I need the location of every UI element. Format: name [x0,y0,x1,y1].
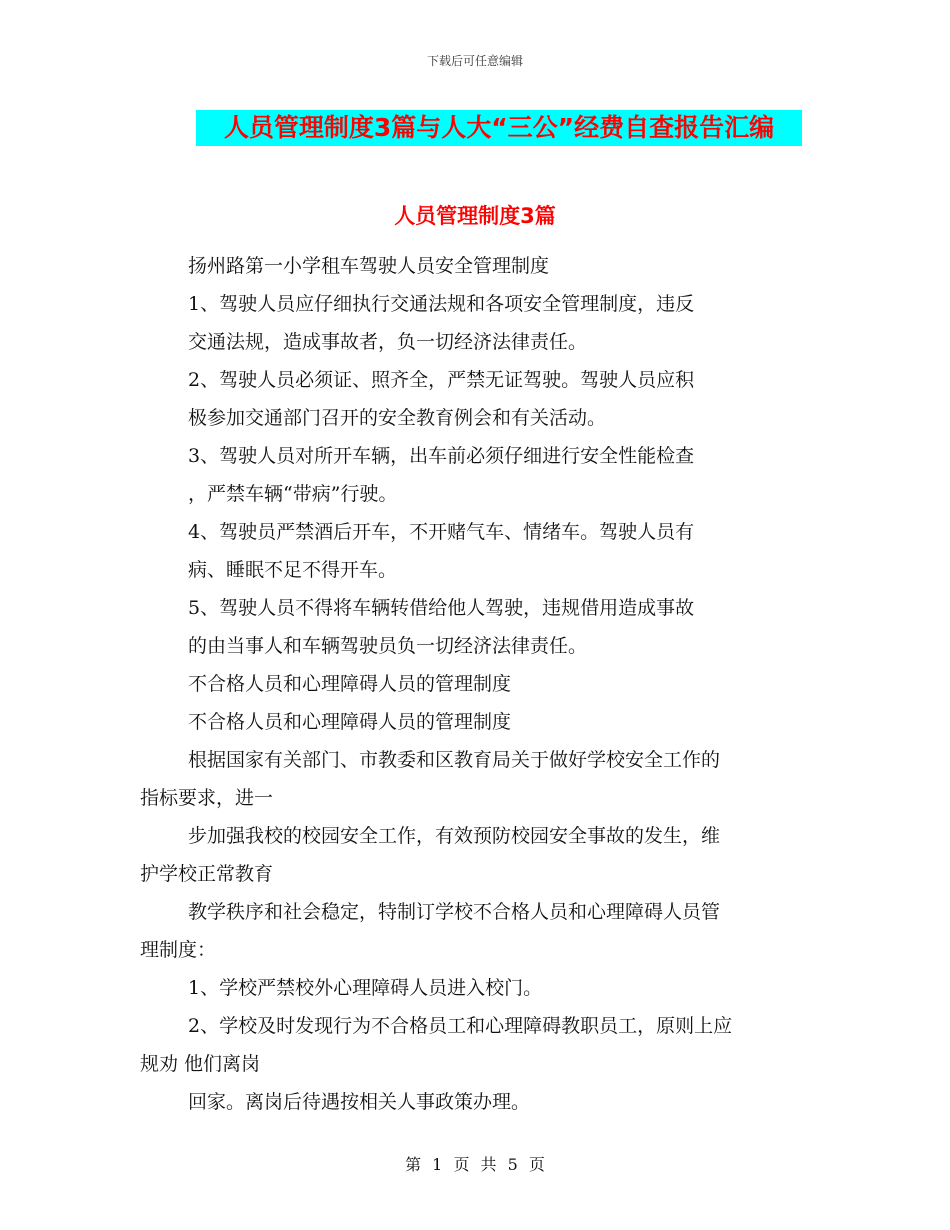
body-line: 的由当事人和车辆驾驶员负一切经济法律责任。 [188,635,588,657]
body-line: 根据国家有关部门、市教委和区教育局关于做好学校安全工作的 [188,749,721,771]
page-footer: 第 1 页 共 5 页 [405,1155,545,1174]
body-line: ，严禁车辆“带病”行驶。 [188,483,398,505]
body-line: 4、驾驶员严禁酒后开车，不开赌气车、情绪车。驾驶人员有 [188,521,695,543]
body-line: 2、驾驶人员必须证、照齐全，严禁无证驾驶。驾驶人员应积 [188,369,695,391]
body-line: 病、睡眠不足不得开车。 [188,559,398,581]
body-line: 不合格人员和心理障碍人员的管理制度 [188,711,512,733]
body-line: 5、驾驶人员不得将车辆转借给他人驾驶，违规借用造成事故 [188,597,695,619]
body-line: 规劝 他们离岗 [140,1053,261,1075]
body-line: 1、驾驶人员应仔细执行交通法规和各项安全管理制度，违反 [188,293,695,315]
body-line: 极参加交通部门召开的安全教育例会和有关活动。 [188,407,607,429]
body-line: 2、学校及时发现行为不合格员工和心理障碍教职员工，原则上应 [188,1015,733,1037]
body-line: 教学秩序和社会稳定，特制订学校不合格人员和心理障碍人员管 [188,901,721,923]
body-line: 3、驾驶人员对所开车辆，出车前必须仔细进行安全性能检查 [188,445,695,467]
main-title-highlight [196,110,802,146]
body-line: 扬州路第一小学租车驾驶人员安全管理制度 [188,255,550,277]
body-line: 理制度： [140,939,217,961]
body-line: 护学校正常教育 [140,863,274,885]
body-line: 1、学校严禁校外心理障碍人员进入校门。 [188,977,543,999]
body-line: 不合格人员和心理障碍人员的管理制度 [188,673,512,695]
body-line: 步加强我校的校园安全工作，有效预防校园安全事故的发生，维 [188,825,721,847]
body-line: 交通法规，造成事故者，负一切经济法律责任。 [188,331,588,353]
body-line: 回家。离岗后待遇按相关人事政策办理。 [188,1091,531,1113]
body-line: 指标要求，进一 [140,787,274,809]
header-note: 下载后可任意编辑 [426,54,523,68]
main-title: 人员管理制度3篇与人大“三公”经费自查报告汇编 [223,113,775,142]
sub-title: 人员管理制度3篇 [394,204,556,228]
